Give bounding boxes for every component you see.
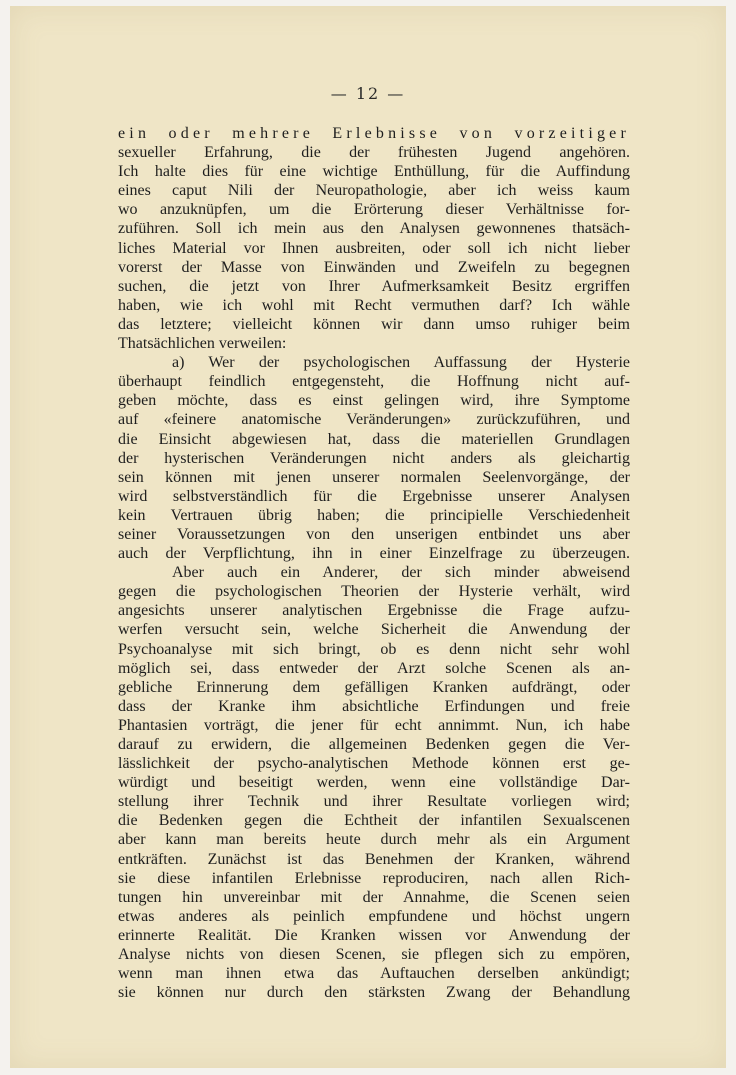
text-line: wird selbstverständlich für die Ergebnisse unserer Analysen <box>118 487 630 505</box>
text-line: die Einsicht abgewiesen hat, dass die materiellen Grundlagen <box>118 430 630 448</box>
text-line: angesichts unserer analytischen Ergebnisse die Frage aufzu- <box>118 602 630 620</box>
text-line: etwas anderes als peinlich empfundene und höchst ungern <box>118 907 630 925</box>
text-line: lässlichkeit der psycho-analytischen Methode können erst ge- <box>118 755 630 773</box>
text-line: kein Vertrauen übrig haben; die principielle Verschiedenheit <box>118 506 630 524</box>
text-line: tungen hin unvereinbar mit der Annahme, die Scenen seien <box>118 888 630 906</box>
text-line: würdigt und beseitigt werden, wenn eine vollständige Dar- <box>118 774 630 792</box>
text-line: erinnerte Realität. Die Kranken wissen vor Anwendung der <box>118 926 630 944</box>
text-line: entkräften. Zunächst ist das Benehmen der Kranken, während <box>118 850 630 868</box>
text-line: Aber auch ein Anderer, der sich minder abweisend <box>172 564 630 582</box>
text-line: das letztere; vielleicht können wir dann umso ruhiger beim <box>118 315 630 333</box>
text-line: möglich sei, dass entweder der Arzt solche Scenen als an- <box>118 659 630 677</box>
text-line: haben, wie ich wohl mit Recht vermuthen darf? Ich wähle <box>118 296 630 314</box>
text-line: ein oder mehrere Erlebnisse von vorzeitiger <box>118 125 630 142</box>
text-line: sexueller Erfahrung, die der frühesten Jugend angehören. <box>118 144 630 162</box>
text-line: eines caput Nili der Neuropathologie, aber ich weiss kaum <box>118 182 630 200</box>
text-line: wenn man ihnen etwa das Auftauchen derselben ankündigt; <box>118 965 630 983</box>
text-line: werfen versucht sein, welche Sicherheit die Anwendung der <box>118 621 630 639</box>
text-line: Psychoanalyse mit sich bringt, ob es denn nicht sehr wohl <box>118 640 630 658</box>
text-line: suchen, die jetzt von Ihrer Aufmerksamkeit Besitz ergriffen <box>118 277 630 295</box>
text-line: gegen die psychologischen Theorien der Hysterie verhält, wird <box>118 583 630 601</box>
text-line: auf «feinere anatomische Veränderungen» zurückzuführen, und <box>118 411 630 429</box>
text-line: der hysterischen Veränderungen nicht anders als gleichartig <box>118 449 630 467</box>
body-text <box>118 124 630 1002</box>
text-line: gebliche Erinnerung dem gefälligen Kranken aufdrängt, oder <box>118 678 630 696</box>
text-line: sie können nur durch den stärksten Zwang der Behandlung <box>118 984 630 1002</box>
text-line: überhaupt feindlich entgegensteht, die Hoffnung nicht auf- <box>118 373 630 391</box>
text-line: dass der Kranke ihm absichtliche Erfindungen und freie <box>118 697 630 715</box>
text-line: stellung ihrer Technik und ihrer Resultate vorliegen wird; <box>118 793 630 811</box>
text-line: zuführen. Soll ich mein aus den Analysen gewonnenes thatsäch- <box>118 220 630 238</box>
text-line: sein können mit jenen unserer normalen Seelenvorgänge, der <box>118 468 630 486</box>
text-line: wo anzuknüpfen, um die Erörterung dieser Verhältnisse for- <box>118 201 630 219</box>
text-line: geben möchte, dass es einst gelingen wird, ihre Symptome <box>118 392 630 410</box>
text-line: seiner Voraussetzungen von den unserigen entbindet uns aber <box>118 525 630 543</box>
text-line: a) Wer der psychologischen Auffassung der Hysterie <box>172 354 630 372</box>
text-line: darauf zu erwidern, die allgemeinen Bedenken gegen die Ver- <box>118 736 630 753</box>
text-line: sie diese infantilen Erlebnisse reproduciren, nach allen Rich- <box>118 869 630 887</box>
page-number: — 12 — <box>330 84 406 103</box>
text-line: Analyse nichts von diesen Scenen, sie pflegen sich zu empören, <box>118 946 630 964</box>
text-line: Thatsächlichen verweilen: <box>118 335 287 353</box>
text-line: die Bedenken gegen die Echtheit der infantilen Sexualscenen <box>118 812 630 830</box>
text-line: vorerst der Masse von Einwänden und Zweifeln zu begegnen <box>118 258 630 276</box>
text-line: auch der Verpflichtung, ihn in einer Einzelfrage zu überzeugen. <box>118 545 630 563</box>
text-line: liches Material vor Ihnen ausbreiten, oder soll ich nicht lieber <box>118 239 630 257</box>
text-line: Phantasien vorträgt, die jener für echt annimmt. Nun, ich habe <box>118 716 630 734</box>
text-line: Ich halte dies für eine wichtige Enthüllung, für die Auffindung <box>118 163 630 181</box>
text-line: aber kann man bereits heute durch mehr als ein Argument <box>118 831 630 849</box>
